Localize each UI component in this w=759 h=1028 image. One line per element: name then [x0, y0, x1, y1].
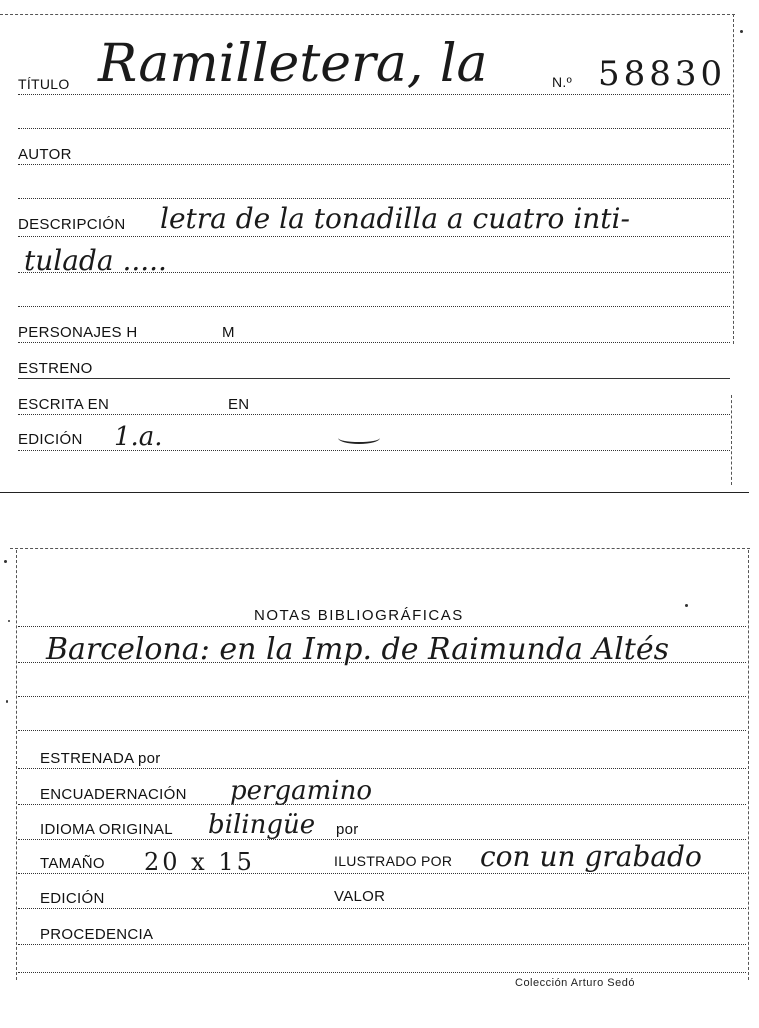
- titulo-label: TÍTULO: [18, 76, 70, 92]
- encuadernacion-rule: [18, 804, 746, 805]
- card-bottom-top-border: [10, 548, 750, 549]
- card-right-border: [733, 14, 734, 344]
- rule-line: [18, 272, 730, 273]
- edicion-rule: [18, 450, 730, 451]
- tamano-value: 20 x 15: [144, 848, 255, 876]
- personajes-rule: [18, 342, 730, 343]
- edicion-value: 1.a.: [114, 422, 163, 452]
- edicion-label: EDICIÓN: [18, 431, 83, 448]
- edicion-bottom-rule: [18, 908, 746, 909]
- procedencia-rule: [18, 944, 746, 945]
- ink-mark: [338, 432, 380, 444]
- rule-line: [18, 696, 746, 697]
- scan-speck: [6, 700, 8, 703]
- rule-line: [18, 128, 730, 129]
- rule-line: [18, 730, 746, 731]
- idioma-label: IDIOMA ORIGINAL: [40, 821, 173, 838]
- rule-line: [18, 306, 730, 307]
- ilustrado-label: ILUSTRADO POR: [334, 853, 453, 869]
- escrita-rule: [18, 414, 730, 415]
- descripcion-label: DESCRIPCIÓN: [18, 216, 126, 233]
- card-top-border: [0, 14, 735, 15]
- rule-line: [18, 972, 746, 973]
- autor-label: AUTOR: [18, 146, 72, 163]
- ilustrado-value: con un grabado: [480, 840, 702, 873]
- card-separator: [0, 492, 749, 493]
- autor-rule: [18, 164, 730, 165]
- descripcion-rule: [18, 236, 730, 237]
- tamano-rule: [18, 873, 746, 874]
- estrenada-label: ESTRENADA por: [40, 750, 161, 767]
- heading-rule: [18, 626, 746, 627]
- card-bottom-right-border: [748, 550, 749, 980]
- encuadernacion-label: ENCUADERNACIÓN: [40, 786, 187, 803]
- card-right-border-lower: [731, 395, 732, 485]
- numero-label: N.º: [552, 74, 573, 90]
- scan-speck: [4, 560, 7, 563]
- por-label: por: [336, 821, 359, 838]
- scan-speck: [685, 604, 688, 607]
- collection-stamp: Colección Arturo Sedó: [515, 977, 635, 989]
- personajes-label: PERSONAJES H: [18, 324, 138, 341]
- estreno-label: ESTRENO: [18, 360, 93, 377]
- scan-speck: [740, 30, 743, 33]
- scan-speck: [8, 620, 10, 622]
- encuadernacion-value: pergamino: [230, 776, 372, 806]
- rule-line: [18, 198, 730, 199]
- estreno-rule: [18, 378, 730, 379]
- card-bottom-left-border: [16, 550, 17, 980]
- notas-rule: [18, 662, 746, 663]
- idioma-value: bilingüe: [208, 810, 316, 840]
- notas-value: Barcelona: en la Imp. de Raimunda Altés: [46, 632, 669, 667]
- en-label: EN: [228, 396, 250, 413]
- notas-heading: NOTAS BIBLIOGRÁFICAS: [254, 607, 464, 624]
- escrita-en-label: ESCRITA EN: [18, 396, 110, 413]
- titulo-rule: [18, 94, 730, 95]
- procedencia-label: PROCEDENCIA: [40, 926, 154, 943]
- edicion-bottom-label: EDICIÓN: [40, 890, 105, 907]
- titulo-value: Ramilletera, la: [98, 34, 488, 94]
- descripcion-line2: tulada .....: [24, 244, 167, 277]
- personajes-m-label: M: [222, 324, 235, 341]
- numero-value: 58830: [598, 54, 727, 94]
- tamano-label: TAMAÑO: [40, 855, 105, 872]
- descripcion-line1: letra de la tonadilla a cuatro inti-: [160, 202, 630, 235]
- estrenada-rule: [18, 768, 746, 769]
- valor-label: VALOR: [334, 888, 386, 905]
